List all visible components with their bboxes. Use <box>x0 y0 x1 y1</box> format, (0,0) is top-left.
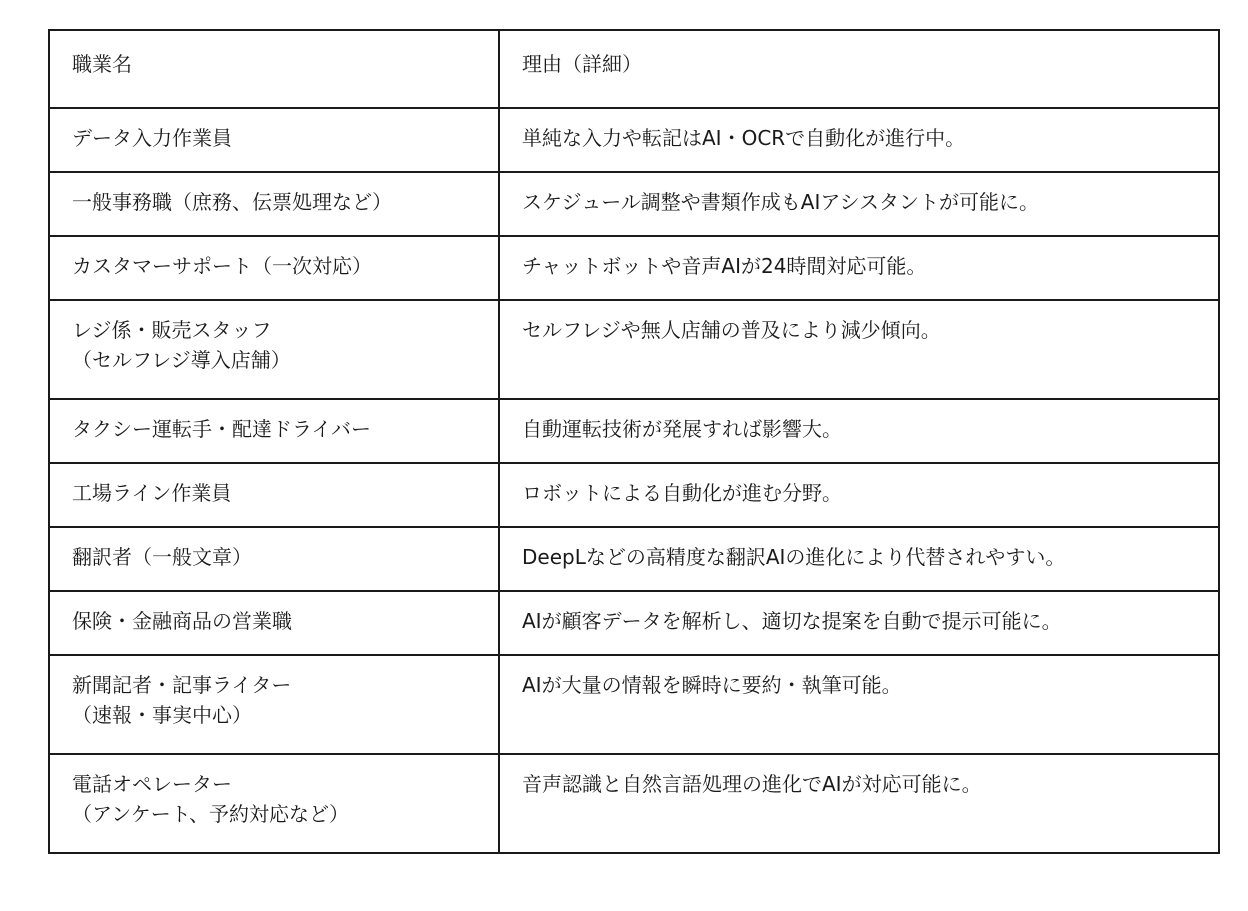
job-name-cell <box>49 108 499 172</box>
jobs-table <box>48 29 1220 854</box>
reason-text: AIが顧客データを解析し、適切な提案を自動で提示可能に。 <box>522 609 1062 633</box>
job-name-line: 保険・金融商品の営業職 <box>72 609 292 633</box>
reason-text: AIが大量の情報を瞬時に要約・執筆可能。 <box>522 673 902 697</box>
reason-cell <box>499 236 1219 300</box>
job-name-line: （アンケート、予約対応など） <box>72 802 349 826</box>
table-row <box>49 527 1219 591</box>
table-row <box>49 300 1219 399</box>
table-row <box>49 655 1219 754</box>
reason-text: セルフレジや無人店舗の普及により減少傾向。 <box>522 318 941 342</box>
reason-cell <box>499 591 1219 655</box>
table-body <box>49 108 1219 853</box>
reason-cell <box>499 172 1219 236</box>
job-name-header: 職業名 <box>49 30 499 108</box>
table-header <box>49 30 1219 108</box>
job-name-line: 工場ライン作業員 <box>72 481 232 505</box>
job-name-line: 翻訳者（一般文章） <box>72 545 252 569</box>
job-name-line: カスタマーサポート（一次対応） <box>72 254 372 278</box>
job-name-cell <box>49 463 499 527</box>
reason-cell <box>499 754 1219 853</box>
reason-cell <box>499 527 1219 591</box>
reason-text: ロボットによる自動化が進む分野。 <box>522 481 842 505</box>
reason-cell <box>499 463 1219 527</box>
job-name-cell <box>49 236 499 300</box>
reason-cell <box>499 655 1219 754</box>
header-row <box>49 30 1219 108</box>
job-name-line: （セルフレジ導入店舗） <box>72 348 291 372</box>
reason-text: 音声認識と自然言語処理の進化でAIが対応可能に。 <box>522 772 982 796</box>
job-name-cell <box>49 172 499 236</box>
job-name-cell <box>49 399 499 463</box>
table-row <box>49 399 1219 463</box>
table-row <box>49 754 1219 853</box>
job-name-cell <box>49 591 499 655</box>
table-row <box>49 236 1219 300</box>
reason-text: DeepLなどの高精度な翻訳AIの進化により代替されやすい。 <box>522 545 1066 569</box>
job-name-line: レジ係・販売スタッフ <box>72 318 272 342</box>
reason-cell <box>499 108 1219 172</box>
job-name-line: タクシー運転手・配達ドライバー <box>72 417 371 441</box>
job-name-line: （速報・事実中心） <box>72 703 252 727</box>
reason-text: 単純な入力や転記はAI・OCRで自動化が進行中。 <box>522 126 966 150</box>
table-row <box>49 591 1219 655</box>
reason-text: スケジュール調整や書類作成もAIアシスタントが可能に。 <box>522 190 1039 214</box>
job-name-cell <box>49 655 499 754</box>
job-name-line: 新聞記者・記事ライター <box>72 673 292 697</box>
reason-text: 自動運転技術が発展すれば影響大。 <box>522 417 842 441</box>
job-name-line: 電話オペレーター <box>72 772 232 796</box>
reason-header: 理由（詳細） <box>499 30 1219 108</box>
job-name-cell <box>49 754 499 853</box>
reason-cell <box>499 399 1219 463</box>
reason-cell <box>499 300 1219 399</box>
table-row <box>49 463 1219 527</box>
job-name-line: 一般事務職（庶務、伝票処理など） <box>72 190 392 214</box>
job-name-line: データ入力作業員 <box>72 126 232 150</box>
reason-text: チャットボットや音声AIが24時間対応可能。 <box>522 254 927 278</box>
job-name-cell <box>49 527 499 591</box>
table-row <box>49 108 1219 172</box>
table-row <box>49 172 1219 236</box>
job-name-cell <box>49 300 499 399</box>
